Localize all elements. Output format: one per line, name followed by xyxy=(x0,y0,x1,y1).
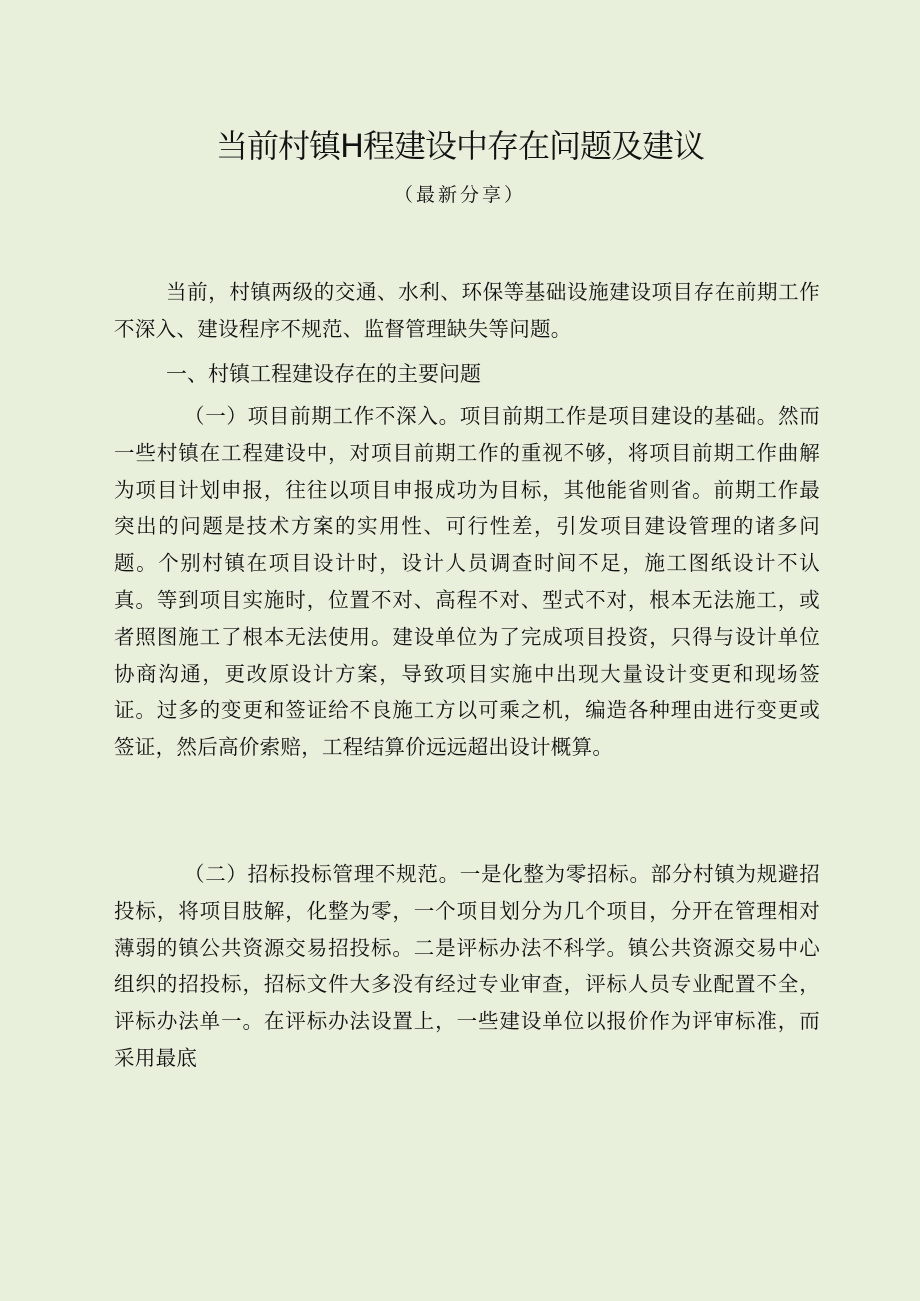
document-title: 当前村镇H程建设中存在问题及建议 xyxy=(215,127,705,165)
paragraph-2: （二）招标投标管理不规范。一是化整为零招标。部分村镇为规避招投标，将项目肢解，化整为零，一个项目划分为几个项目，分开在管理相对薄弱的镇公共资源交易招投标。二是评标办法不科学。镇公共资源交易中心组织的招投标，招标文件大多没有经过专业审查，评标人员专业配置不全，评标办法单一。在评标办法设置上，一些建设单位以报价作为评审标准，而采用最底 xyxy=(114,862,820,1070)
paragraph-1: （一）项目前期工作不深入。项目前期工作是项目建设的基础。然而一些村镇在工程建设中，对项目前期工作的重视不够，将项目前期工作曲解为项目计划申报，往往以项目申报成功为目标，其他能省则省。前期工作最突出的问题是技术方案的实用性、可行性差，引发项目建设管理的诸多问题。个别村镇在项目设计时，设计人员调查时间不足，施工图纸设计不认真。等到项目实施时，位置不对、高程不对、型式不对，根本无法施工，或者照图施工了根本无法使用。建设单位为了完成项目投资，只得与设计单位协商沟通，更改原设计方案，导致项目实施中出现大量设计变更和现场签证。过多的变更和签证给不良施工方以可乘之机，编造各种理由进行变更或签证，然后高价索赔，工程结算价远远超出设计概算。 xyxy=(114,404,820,760)
document-subtitle: （最新分享） xyxy=(393,184,526,206)
section-heading: 一、村镇工程建设存在的主要问题 xyxy=(166,362,481,386)
intro-paragraph: 当前，村镇两级的交通、水利、环保等基础设施建设项目存在前期工作不深入、建设程序不规范、监督管理缺失等问题。 xyxy=(114,280,820,341)
